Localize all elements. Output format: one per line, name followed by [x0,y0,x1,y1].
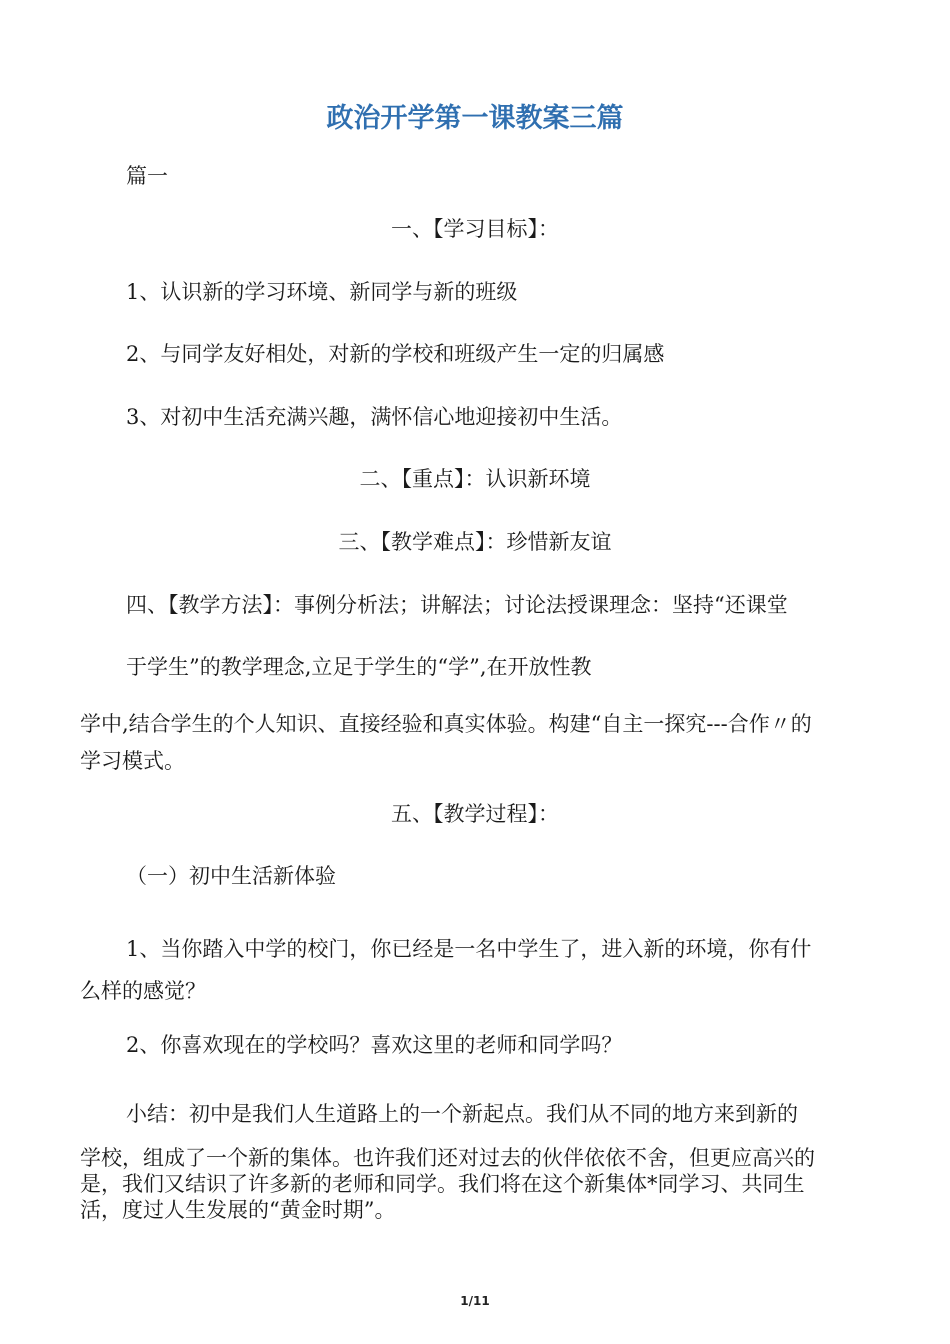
objective-1: 1、认识新的学习环境、新同学与新的班级 [126,280,518,304]
document-title: 政治开学第一课教案三篇 [326,103,624,134]
subsection-heading: （一）初中生活新体验 [126,864,336,888]
page-number: 1/11 [460,1294,490,1308]
summary-line-3: 是，我们又结识了许多新的老师和同学。我们将在这个新集体*同学习、共同生 [80,1172,805,1196]
question-1-line-2: 么样的感觉？ [80,979,206,1003]
methods-line-4: 学习模式。 [80,749,185,773]
section-heading-key-points: 二、【重点】：认识新环境 [359,467,591,491]
objective-2: 2、与同学友好相处，对新的学校和班级产生一定的归属感 [126,342,665,366]
section-heading-difficulties: 三、【教学难点】：珍惜新友谊 [338,530,612,554]
summary-line-2: 学校，组成了一个新的集体。也许我们还对过去的伙伴依依不舍，但更应高兴的 [80,1146,815,1170]
summary-line-1: 小结：初中是我们人生道路上的一个新起点。我们从不同的地方来到新的 [126,1102,798,1126]
summary-line-4: 活，度过人生发展的“黄金时期”。 [80,1198,396,1222]
methods-line-1: 四、【教学方法】：事例分析法；讲解法；讨论法授课理念：坚持“还课堂 [126,593,788,617]
methods-line-2: 于学生”的教学理念,立足于学生的“学”,在开放性教 [126,655,592,679]
section-heading-objectives: 一、【学习目标】： [391,217,559,241]
methods-line-3: 学中,结合学生的个人知识、直接经验和真实体验。构建“自主一探究---合作〃的 [80,712,812,736]
question-2: 2、你喜欢现在的学校吗？喜欢这里的老师和同学吗？ [126,1033,623,1057]
section-heading-process: 五、【教学过程】： [391,802,559,826]
question-1-line-1: 1、当你踏入中学的校门，你已经是一名中学生了，进入新的环境，你有什 [126,937,812,961]
objective-3: 3、对初中生活充满兴趣，满怀信心地迎接初中生活。 [126,405,623,429]
part-heading: 篇一 [126,164,168,188]
